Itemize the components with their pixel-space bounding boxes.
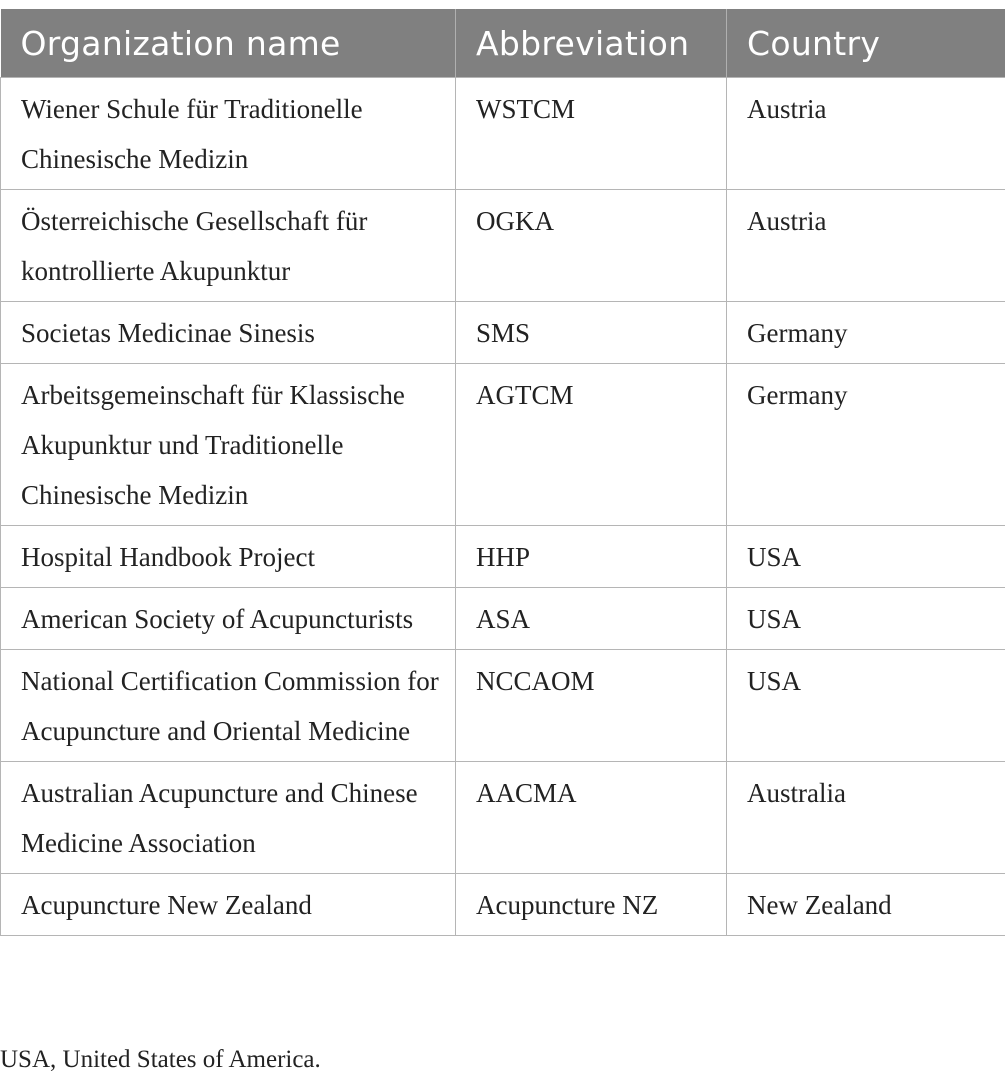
- table-row: [1, 364, 1005, 526]
- organizations-table-container: [0, 9, 1005, 936]
- header-abbreviation: Abbreviation: [456, 9, 727, 78]
- country-cell: New Zealand: [727, 874, 1005, 936]
- organization-name-cell: National Certification Commission for Acupuncture and Oriental Medicine: [1, 650, 456, 762]
- table-row: [1, 302, 1005, 364]
- abbreviation-cell: OGKA: [456, 190, 727, 302]
- abbreviation-cell: AGTCM: [456, 364, 727, 526]
- organization-name-cell: Australian Acupuncture and Chinese Medicine Association: [1, 762, 456, 874]
- table-row: [1, 78, 1005, 190]
- table-row: [1, 762, 1005, 874]
- organization-name-cell: American Society of Acupuncturists: [1, 588, 456, 650]
- table-row: [1, 874, 1005, 936]
- country-cell: Austria: [727, 190, 1005, 302]
- table-row: [1, 526, 1005, 588]
- country-cell: Austria: [727, 78, 1005, 190]
- country-cell: USA: [727, 588, 1005, 650]
- abbreviation-cell: SMS: [456, 302, 727, 364]
- header-organization-name: Organization name: [1, 9, 456, 78]
- abbreviation-cell: AACMA: [456, 762, 727, 874]
- organization-name-cell: Societas Medicinae Sinesis: [1, 302, 456, 364]
- abbreviation-cell: WSTCM: [456, 78, 727, 190]
- organizations-table: [0, 9, 1005, 936]
- country-cell: Germany: [727, 302, 1005, 364]
- country-cell: Australia: [727, 762, 1005, 874]
- country-cell: Germany: [727, 364, 1005, 526]
- abbreviation-cell: HHP: [456, 526, 727, 588]
- organization-name-cell: Acupuncture New Zealand: [1, 874, 456, 936]
- table-body: [1, 78, 1005, 936]
- country-cell: USA: [727, 650, 1005, 762]
- organization-name-cell: Arbeitsgemeinschaft für Klassische Akupunktur und Traditionelle Chinesische Medizin: [1, 364, 456, 526]
- abbreviation-cell: NCCAOM: [456, 650, 727, 762]
- table-row: [1, 588, 1005, 650]
- table-header: [1, 9, 1005, 78]
- table-row: [1, 650, 1005, 762]
- table-row: [1, 190, 1005, 302]
- header-row: [1, 9, 1005, 78]
- abbreviation-cell: ASA: [456, 588, 727, 650]
- header-country: Country: [727, 9, 1005, 78]
- country-cell: USA: [727, 526, 1005, 588]
- organization-name-cell: Hospital Handbook Project: [1, 526, 456, 588]
- organization-name-cell: Österreichische Gesellschaft für kontrollierte Akupunktur: [1, 190, 456, 302]
- abbreviation-cell: Acupuncture NZ: [456, 874, 727, 936]
- table-footnote: USA, United States of America.: [0, 1046, 321, 1073]
- organization-name-cell: Wiener Schule für Traditionelle Chinesische Medizin: [1, 78, 456, 190]
